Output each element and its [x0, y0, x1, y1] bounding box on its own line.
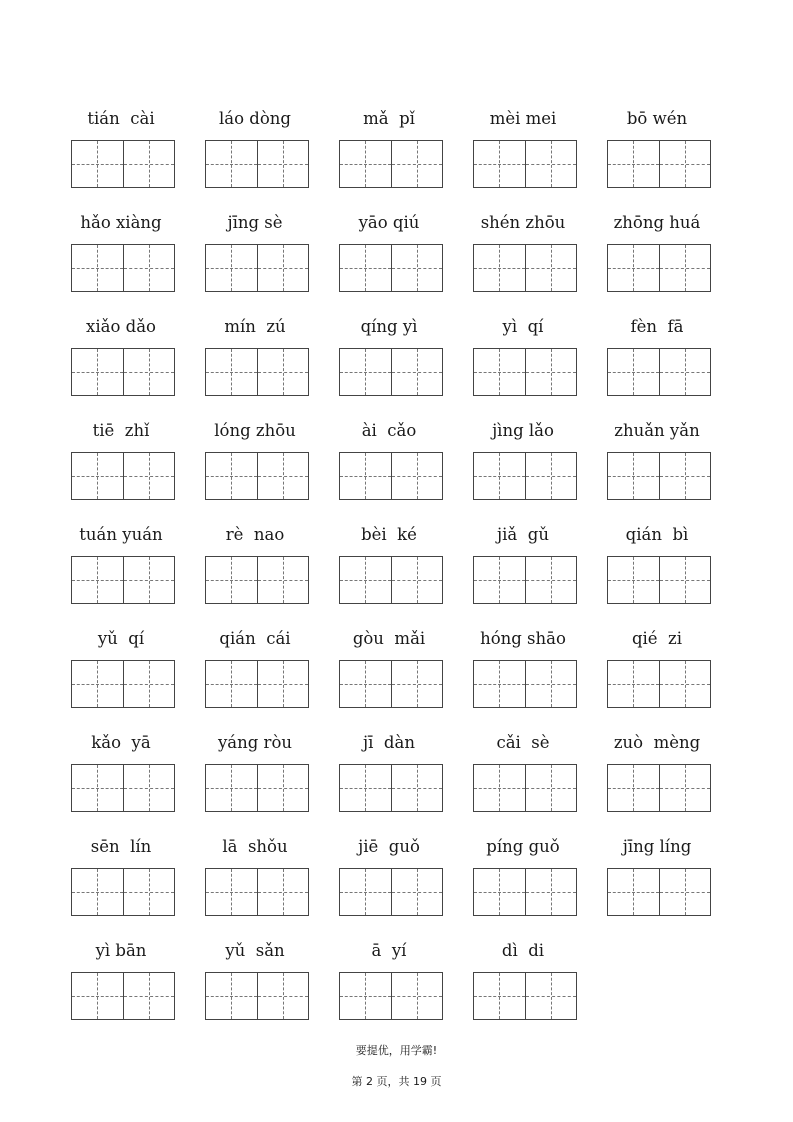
writing-boxes: [71, 244, 175, 292]
tianzige-box[interactable]: [206, 349, 257, 395]
tianzige-box[interactable]: [340, 557, 391, 603]
tianzige-box[interactable]: [340, 349, 391, 395]
tianzige-box[interactable]: [391, 869, 443, 915]
tianzige-box[interactable]: [340, 141, 391, 187]
word-cell: [200, 416, 310, 516]
tianzige-box[interactable]: [123, 245, 175, 291]
pinyin-label: ài cǎo: [361, 421, 417, 440]
pinyin-label: lā shǒu: [222, 837, 288, 856]
word-cell: [468, 312, 578, 412]
tianzige-box[interactable]: [257, 661, 309, 707]
word-cell: [66, 208, 176, 308]
tianzige-box[interactable]: [72, 869, 123, 915]
pinyin-label: jīng sè: [227, 213, 283, 232]
tianzige-box[interactable]: [257, 557, 309, 603]
tianzige-box[interactable]: [72, 141, 123, 187]
tianzige-box[interactable]: [206, 557, 257, 603]
tianzige-box[interactable]: [72, 245, 123, 291]
tianzige-box[interactable]: [525, 141, 577, 187]
tianzige-box[interactable]: [608, 141, 659, 187]
pinyin-label: ā yí: [371, 941, 407, 960]
word-cell: [66, 936, 176, 1036]
page-number: 第 2 页，共 19 页: [351, 1075, 442, 1088]
word-cell: [468, 832, 578, 932]
word-cell: [200, 312, 310, 412]
pinyin-label: bèi ké: [361, 525, 417, 544]
pinyin-label: mèi mei: [489, 109, 557, 128]
pinyin-label: hǎo xiàng: [80, 213, 162, 232]
pinyin-label: gòu mǎi: [352, 629, 426, 648]
word-cell: [66, 104, 176, 204]
word-cell: [602, 728, 712, 828]
tianzige-box[interactable]: [659, 245, 711, 291]
tianzige-box[interactable]: [525, 245, 577, 291]
word-cell: [602, 208, 712, 308]
tianzige-box[interactable]: [391, 661, 443, 707]
word-cell: [468, 104, 578, 204]
pinyin-label: píng guǒ: [486, 837, 560, 856]
tianzige-box[interactable]: [206, 141, 257, 187]
writing-boxes: [71, 660, 175, 708]
word-cell: [468, 728, 578, 828]
writing-boxes: [339, 452, 443, 500]
tianzige-box[interactable]: [123, 141, 175, 187]
tianzige-box[interactable]: [206, 453, 257, 499]
writing-boxes: [205, 452, 309, 500]
tianzige-box[interactable]: [608, 349, 659, 395]
pinyin-label: yáng ròu: [217, 733, 293, 752]
tianzige-box[interactable]: [391, 557, 443, 603]
word-cell: [66, 624, 176, 724]
writing-boxes: [205, 972, 309, 1020]
writing-boxes: [339, 244, 443, 292]
writing-boxes: [607, 140, 711, 188]
writing-boxes: [71, 348, 175, 396]
tianzige-box[interactable]: [474, 557, 525, 603]
writing-boxes: [473, 244, 577, 292]
pinyin-label: tiē zhǐ: [92, 421, 150, 440]
pinyin-label: shén zhōu: [480, 213, 566, 232]
word-cell: [334, 312, 444, 412]
writing-boxes: [473, 972, 577, 1020]
pinyin-label: lóng zhōu: [214, 421, 296, 440]
tianzige-box[interactable]: [391, 453, 443, 499]
tianzige-box[interactable]: [72, 349, 123, 395]
pinyin-label: xiǎo dǎo: [86, 317, 156, 336]
word-cell: [200, 832, 310, 932]
word-cell: [602, 832, 712, 932]
pinyin-label: mín zú: [224, 317, 286, 336]
tianzige-box[interactable]: [72, 661, 123, 707]
tianzige-box[interactable]: [340, 245, 391, 291]
writing-boxes: [205, 244, 309, 292]
writing-boxes: [339, 140, 443, 188]
word-cell: [468, 520, 578, 620]
tianzige-box[interactable]: [123, 453, 175, 499]
tianzige-box[interactable]: [659, 141, 711, 187]
tianzige-box[interactable]: [206, 973, 257, 1019]
tianzige-box[interactable]: [608, 661, 659, 707]
word-cell: [66, 728, 176, 828]
word-cell: [66, 520, 176, 620]
word-cell: [334, 416, 444, 516]
writing-boxes: [473, 452, 577, 500]
writing-boxes: [473, 140, 577, 188]
word-cell: [334, 624, 444, 724]
writing-boxes: [607, 556, 711, 604]
pinyin-label: mǎ pǐ: [363, 109, 415, 128]
pinyin-label: tián cài: [87, 109, 155, 128]
tianzige-box[interactable]: [525, 453, 577, 499]
writing-boxes: [339, 556, 443, 604]
tianzige-box[interactable]: [474, 661, 525, 707]
pinyin-label: tuán yuán: [79, 525, 163, 544]
writing-boxes: [71, 452, 175, 500]
writing-boxes: [205, 140, 309, 188]
tianzige-box[interactable]: [340, 661, 391, 707]
tianzige-box[interactable]: [123, 973, 175, 1019]
word-cell: [602, 104, 712, 204]
pinyin-label: zhōng huá: [613, 213, 701, 232]
tianzige-box[interactable]: [474, 973, 525, 1019]
word-cell: [334, 728, 444, 828]
word-cell: [468, 936, 578, 1036]
tianzige-box[interactable]: [474, 453, 525, 499]
writing-boxes: [339, 764, 443, 812]
tianzige-box[interactable]: [525, 869, 577, 915]
word-cell: [200, 520, 310, 620]
tianzige-box[interactable]: [123, 557, 175, 603]
pinyin-label: zuò mèng: [613, 733, 701, 752]
writing-boxes: [607, 452, 711, 500]
word-cell: [66, 832, 176, 932]
tianzige-box[interactable]: [659, 349, 711, 395]
tianzige-box[interactable]: [608, 245, 659, 291]
tianzige-box[interactable]: [72, 453, 123, 499]
footer-slogan: 要提优，用学霸!: [355, 1044, 438, 1057]
pinyin-label: hóng shāo: [480, 629, 566, 648]
pinyin-label: dì di: [501, 941, 545, 960]
pinyin-label: qián cái: [219, 629, 291, 648]
word-cell: [468, 416, 578, 516]
tianzige-box[interactable]: [257, 869, 309, 915]
writing-boxes: [607, 348, 711, 396]
pinyin-label: bō wén: [626, 109, 688, 128]
writing-boxes: [71, 556, 175, 604]
tianzige-box[interactable]: [206, 661, 257, 707]
writing-boxes: [473, 556, 577, 604]
word-cell: [602, 520, 712, 620]
tianzige-box[interactable]: [391, 245, 443, 291]
tianzige-box[interactable]: [608, 557, 659, 603]
pinyin-label: jīng líng: [622, 837, 692, 856]
word-cell: [468, 208, 578, 308]
tianzige-box[interactable]: [257, 453, 309, 499]
tianzige-box[interactable]: [257, 349, 309, 395]
writing-boxes: [205, 348, 309, 396]
tianzige-box[interactable]: [72, 973, 123, 1019]
pinyin-label: qié zi: [631, 629, 683, 648]
tianzige-box[interactable]: [123, 349, 175, 395]
writing-boxes: [607, 764, 711, 812]
tianzige-box[interactable]: [525, 661, 577, 707]
word-cell: [200, 624, 310, 724]
tianzige-box[interactable]: [608, 765, 659, 811]
tianzige-box[interactable]: [391, 973, 443, 1019]
pinyin-label: yǔ qí: [97, 629, 145, 648]
word-cell: [602, 416, 712, 516]
writing-boxes: [339, 868, 443, 916]
tianzige-box[interactable]: [340, 869, 391, 915]
pinyin-label: láo dòng: [219, 109, 291, 128]
pinyin-label: cǎi sè: [496, 733, 550, 752]
pinyin-label: kǎo yā: [91, 733, 151, 752]
tianzige-box[interactable]: [391, 141, 443, 187]
tianzige-box[interactable]: [474, 141, 525, 187]
pinyin-label: yì qí: [502, 317, 544, 336]
tianzige-box[interactable]: [474, 869, 525, 915]
tianzige-box[interactable]: [608, 869, 659, 915]
word-cell: [334, 832, 444, 932]
tianzige-box[interactable]: [525, 765, 577, 811]
word-cell: [602, 624, 712, 724]
writing-boxes: [473, 348, 577, 396]
tianzige-box[interactable]: [340, 453, 391, 499]
word-cell: [334, 104, 444, 204]
pinyin-label: jìng lǎo: [492, 421, 554, 440]
tianzige-box[interactable]: [257, 765, 309, 811]
writing-boxes: [205, 660, 309, 708]
writing-boxes: [205, 556, 309, 604]
writing-boxes: [339, 972, 443, 1020]
pinyin-label: yǔ sǎn: [225, 941, 285, 960]
pinyin-label: qíng yì: [360, 317, 418, 336]
pinyin-label: rè nao: [225, 525, 285, 544]
tianzige-box[interactable]: [340, 765, 391, 811]
tianzige-box[interactable]: [72, 557, 123, 603]
word-cell: [468, 624, 578, 724]
pinyin-label: jī dàn: [363, 733, 415, 752]
word-cell: [602, 312, 712, 412]
tianzige-box[interactable]: [206, 869, 257, 915]
tianzige-box[interactable]: [206, 245, 257, 291]
tianzige-box[interactable]: [72, 765, 123, 811]
tianzige-box[interactable]: [391, 765, 443, 811]
tianzige-box[interactable]: [474, 245, 525, 291]
writing-boxes: [607, 868, 711, 916]
tianzige-box[interactable]: [474, 349, 525, 395]
word-cell: [334, 936, 444, 1036]
word-cell: [66, 416, 176, 516]
tianzige-box[interactable]: [525, 349, 577, 395]
word-cell: [200, 936, 310, 1036]
tianzige-box[interactable]: [257, 973, 309, 1019]
pinyin-label: jiē guǒ: [358, 837, 420, 856]
writing-boxes: [205, 764, 309, 812]
tianzige-box[interactable]: [659, 557, 711, 603]
tianzige-box[interactable]: [608, 453, 659, 499]
writing-boxes: [339, 348, 443, 396]
tianzige-box[interactable]: [123, 869, 175, 915]
tianzige-box[interactable]: [123, 661, 175, 707]
word-cell: [200, 728, 310, 828]
writing-boxes: [71, 140, 175, 188]
tianzige-box[interactable]: [525, 973, 577, 1019]
writing-boxes: [473, 660, 577, 708]
tianzige-box[interactable]: [474, 765, 525, 811]
tianzige-box[interactable]: [340, 973, 391, 1019]
word-cell: [66, 312, 176, 412]
pinyin-label: fèn fā: [630, 317, 684, 336]
tianzige-box[interactable]: [659, 661, 711, 707]
word-cell: [334, 208, 444, 308]
tianzige-box[interactable]: [391, 349, 443, 395]
pinyin-label: sēn lín: [90, 837, 152, 856]
tianzige-box[interactable]: [257, 245, 309, 291]
writing-boxes: [607, 244, 711, 292]
pinyin-label: yì bān: [95, 941, 147, 960]
writing-boxes: [205, 868, 309, 916]
tianzige-box[interactable]: [257, 141, 309, 187]
word-cell: [200, 104, 310, 204]
word-cell: [200, 208, 310, 308]
tianzige-box[interactable]: [659, 869, 711, 915]
tianzige-box[interactable]: [123, 765, 175, 811]
pinyin-label: jiǎ gǔ: [497, 525, 549, 544]
writing-boxes: [473, 868, 577, 916]
writing-boxes: [607, 660, 711, 708]
tianzige-box[interactable]: [659, 453, 711, 499]
tianzige-box[interactable]: [206, 765, 257, 811]
writing-boxes: [473, 764, 577, 812]
word-cell: [334, 520, 444, 620]
tianzige-box[interactable]: [525, 557, 577, 603]
writing-boxes: [339, 660, 443, 708]
writing-boxes: [71, 868, 175, 916]
pinyin-label: yāo qiú: [358, 213, 420, 232]
writing-boxes: [71, 972, 175, 1020]
pinyin-label: qián bì: [625, 525, 689, 544]
tianzige-box[interactable]: [659, 765, 711, 811]
writing-boxes: [71, 764, 175, 812]
pinyin-label: zhuǎn yǎn: [614, 421, 700, 440]
